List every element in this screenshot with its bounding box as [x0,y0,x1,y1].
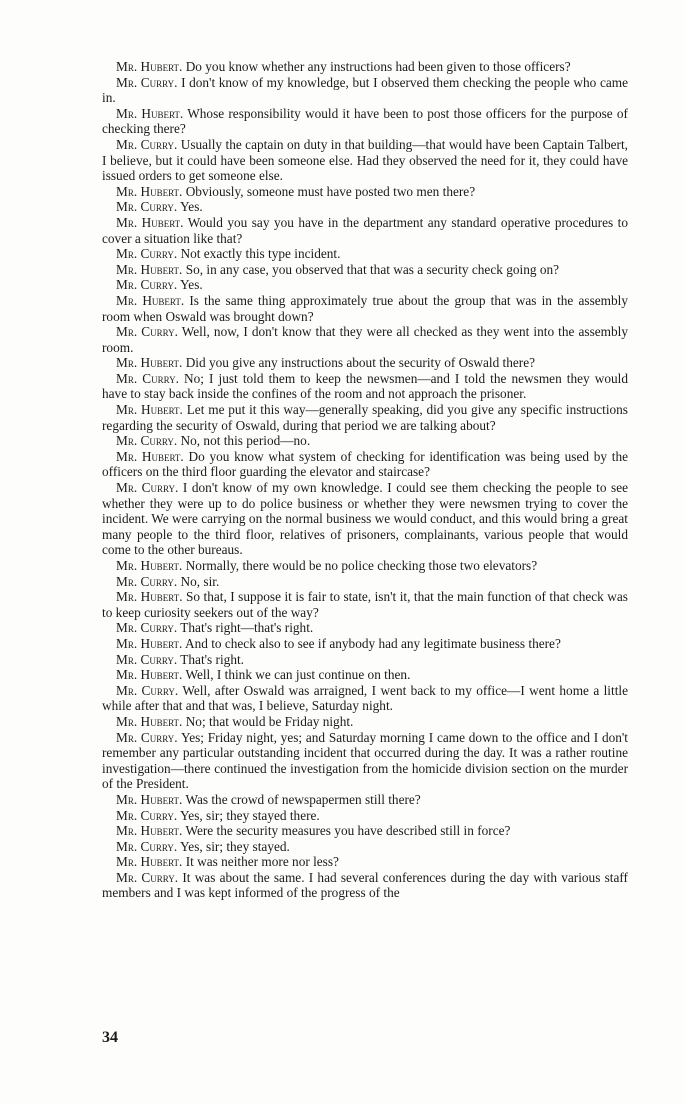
speaker-label: Mr. Hubert. [116,713,183,729]
speech-text: Yes, sir; they stayed there. [180,807,320,823]
transcript-paragraph [102,620,628,636]
transcript-paragraph [102,589,628,620]
speaker-label: Mr. Hubert. [116,355,183,371]
speaker-label: Mr. Curry. [116,651,178,667]
transcript-paragraph [102,667,628,683]
speech-text: Do you know whether any instructions had been given to those officers? [185,59,571,74]
speaker-label: Mr. Hubert. [116,448,184,464]
speech-text: Were the security measures you have described still in force? [185,823,511,839]
transcript-paragraph [102,184,628,200]
speech-text: Well, after Oswald was arraigned, I went back to my office—I went home a little while after that and that was, I believe, Saturday night. [102,682,628,714]
speech-text: I don't know of my own knowledge. I could see them checking the people to see whether they were up to do police business or whether they were newsmen trying to cover the incident. We were carrying on the normal business we would conduct, and this would bring a great many people to the third floor, relatives of prisoners, complainants, various people that would come to the other bureaus. [102,480,629,558]
speech-text: So, in any case, you observed that that was a security check going on? [185,261,560,277]
transcript-paragraph [102,449,628,480]
speech-text: I don't know of my knowledge, but I observed them checking the people who came in. [102,74,628,106]
speaker-label: Mr. Hubert. [116,854,183,870]
speech-text: Is the same thing approximately true about the group that was in the assembly room when Oswald was brought down? [102,292,628,324]
transcript-paragraph [102,262,628,278]
speaker-label: Mr. Curry. [116,136,178,152]
speech-text: It was neither more nor less? [185,854,339,870]
speech-text: Yes; Friday night, yes; and Saturday morning I came down to the office and I don't remember any particular outstanding incident that occurred during the day. It was a rather routine investigation—there continued the investigation from the homicide division section on the murder of the President. [102,729,628,792]
speech-text: Yes. [180,277,203,293]
speech-text: Not exactly this type incident. [180,246,341,262]
speaker-label: Mr. Hubert. [116,214,184,230]
speaker-label: Mr. Hubert. [116,292,185,308]
speech-text: Whose responsibility would it have been to post those officers for the purpose of checking there? [102,105,628,137]
speaker-label: Mr. Curry. [116,838,178,854]
speaker-label: Mr. Hubert. [116,791,183,807]
speech-text: Let me put it this way—generally speaking, did you give any specific instructions regarding the security of Oswald, during that period we are talking about? [102,402,628,433]
transcript-paragraph [102,558,628,574]
speaker-label: Mr. Curry. [116,199,178,215]
speaker-label: Mr. Curry. [116,277,178,293]
speech-text: That's right—that's right. [180,620,314,636]
transcript-paragraph [102,574,628,590]
transcript-paragraph [102,246,628,262]
transcript-paragraph [102,854,628,870]
transcript-paragraph [102,355,628,371]
transcript-paragraph [102,137,628,184]
speaker-label: Mr. Curry. [116,324,178,340]
speech-text: Was the crowd of newspapermen still there? [185,791,421,807]
speaker-label: Mr. Curry. [116,869,179,885]
speaker-label: Mr. Curry. [116,246,178,262]
speaker-label: Mr. Hubert. [116,635,183,651]
transcript-paragraph [102,792,628,808]
speaker-label: Mr. Curry. [116,74,178,90]
speaker-label: Mr. Hubert. [116,261,183,277]
speaker-label: Mr. Hubert. [116,667,183,683]
transcript-paragraph [102,75,628,106]
speaker-label: Mr. Curry. [116,573,178,589]
speech-text: Obviously, someone must have posted two men there? [185,183,476,199]
speaker-label: Mr. Hubert. [116,402,183,418]
speaker-label: Mr. Hubert. [116,59,183,74]
transcript-paragraph [102,480,628,558]
speech-text: Usually the captain on duty in that building—that would have been Captain Talbert, I believe, but it could have been someone else. Had they observed the need for it, they could have issued orders to get someone else. [102,136,628,184]
speech-text: Well, I think we can just continue on then. [185,667,411,683]
speech-text: No; I just told them to keep the newsmen—and I told the newsmen they would have to stay back inside the confines of the room and not approach the prisoner. [102,370,629,402]
speaker-label: Mr. Hubert. [116,558,183,573]
transcript-paragraph [102,652,628,668]
transcript-paragraph [102,823,628,839]
transcript-paragraph [102,106,628,137]
transcript-paragraph [102,371,628,402]
speech-text: Yes. [180,199,203,215]
transcript-paragraph [102,636,628,652]
speaker-label: Mr. Hubert. [116,183,183,199]
transcript-paragraph [102,839,628,855]
speaker-label: Mr. Curry. [116,729,178,745]
transcript-body [102,59,628,901]
speaker-label: Mr. Hubert. [116,105,184,121]
transcript-paragraph [102,402,628,433]
transcript-paragraph [102,199,628,215]
speech-text: Yes, sir; they stayed. [180,838,290,854]
speech-text: And to check also to see if anybody had any legitimate business there? [184,635,561,651]
transcript-paragraph [102,324,628,355]
speech-text: Do you know what system of checking for identification was being used by the officers on the third floor guarding the elevator and staircase? [102,448,628,480]
speaker-label: Mr. Curry. [116,370,179,386]
speaker-label: Mr. Hubert. [116,589,183,605]
transcript-paragraph [102,433,628,449]
page-number: 34 [102,1029,118,1046]
transcript-paragraph [102,683,628,714]
speech-text: It was about the same. I had several conferences during the day with various staff members and I was kept informed of the progress of the [102,869,628,901]
speech-text: Well, now, I don't know that they were all checked as they went into the assembly room. [102,324,628,355]
speech-text: No, sir. [180,573,220,589]
transcript-paragraph [102,870,628,901]
speaker-label: Mr. Curry. [116,807,178,823]
transcript-paragraph [102,808,628,824]
speech-text: Normally, there would be no police checking those two elevators? [185,558,538,573]
speech-text: Would you say you have in the department any standard operative procedures to cover a situation like that? [102,214,628,246]
transcript-paragraph [102,293,628,324]
transcript-paragraph [102,215,628,246]
speaker-label: Mr. Curry. [116,682,179,698]
transcript-paragraph [102,59,628,75]
transcript-paragraph [102,730,628,792]
speaker-label: Mr. Curry. [116,480,179,496]
transcript-paragraph [102,277,628,293]
speaker-label: Mr. Curry. [116,433,178,449]
speech-text: No; that would be Friday night. [185,713,354,729]
speech-text: So that, I suppose it is fair to state, isn't it, that the main function of that check was to keep curiosity seekers out of the way? [102,589,628,620]
transcript-paragraph [102,714,628,730]
speech-text: Did you give any instructions about the security of Oswald there? [185,355,536,371]
speaker-label: Mr. Curry. [116,620,178,636]
speech-text: That's right. [180,651,244,667]
speech-text: No, not this period—no. [180,433,311,449]
speaker-label: Mr. Hubert. [116,823,183,839]
